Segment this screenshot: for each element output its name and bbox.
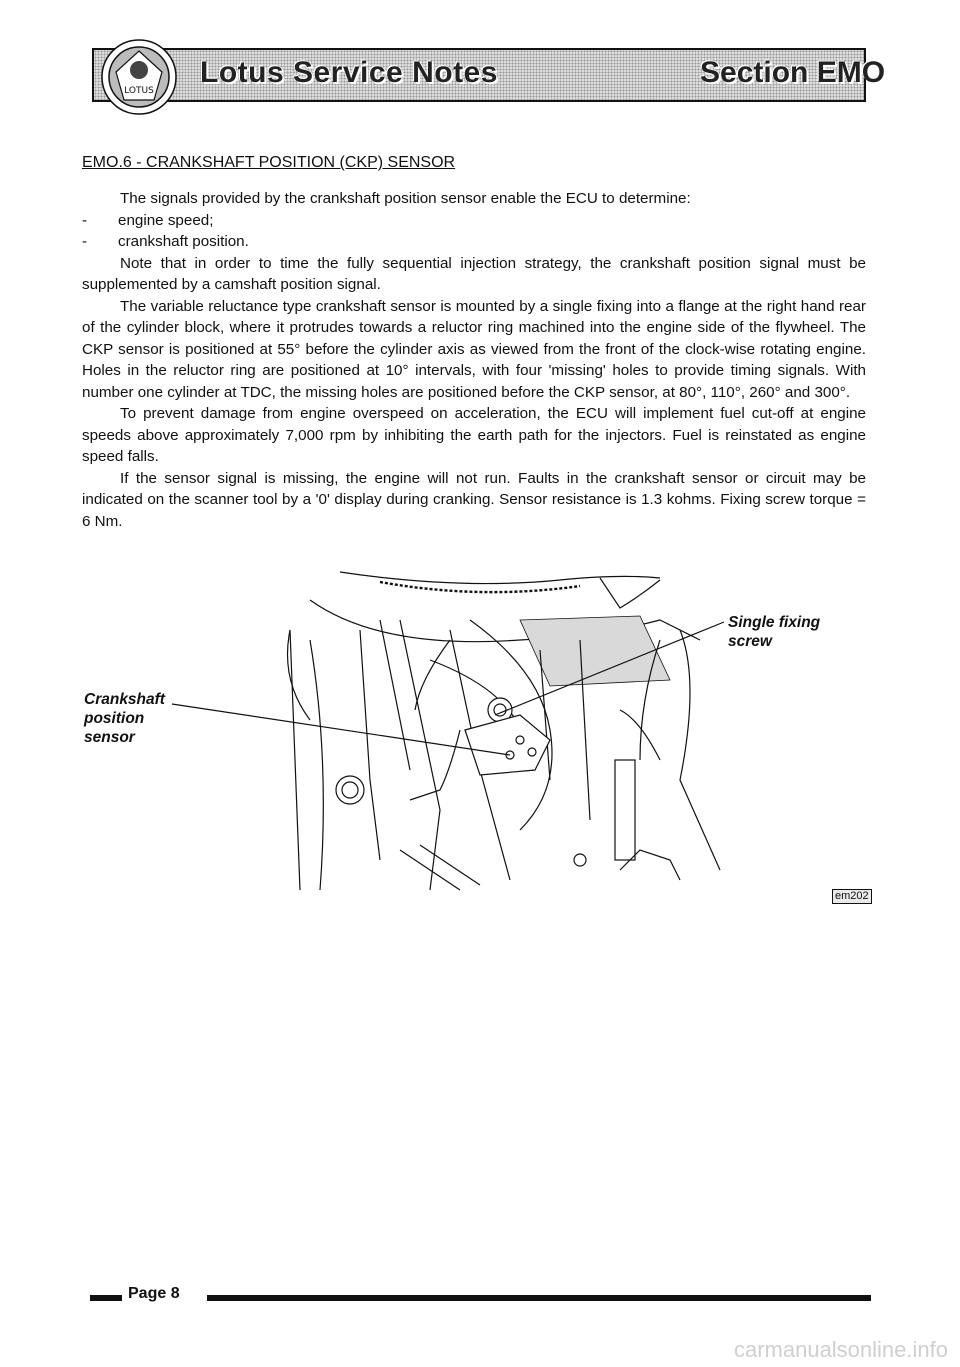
watermark: carmanualsonline.info xyxy=(733,1337,948,1362)
svg-text:LOTUS: LOTUS xyxy=(124,86,154,96)
paragraph-overspeed: To prevent damage from engine overspeed on acceleration, the ECU will implement fuel cut-off at engine speeds above approximately 7,000 rpm by inhibiting the earth path for the injectors. Fuel is reinstated as engine speed falls. xyxy=(82,405,866,465)
callout-crankshaft-position-sensor: Crankshaft position sensor xyxy=(84,691,165,746)
bullet-item xyxy=(82,210,866,232)
figure-code: em202 xyxy=(832,889,872,904)
bullet-item xyxy=(82,231,866,253)
bullet-text: crankshaft position. xyxy=(118,233,249,250)
paragraph-sensor-mounting: The variable reluctance type crankshaft sensor is mounted by a single fixing into a flange at the right hand rear of the cylinder block, where it protrudes towards a reluctor ring machined into the engine side of the flywheel. The CKP sensor is positioned at 55° before the cylinder axis as viewed from the front of the clock-wise rotating engine. Holes in the reluctor ring are positioned at 10° intervals, with four 'missing' holes to provide timing signals. With number one cylinder at TDC, the missing holes are positioned before the CKP sensor, at 80°, 110°, 260° and 300°. xyxy=(82,297,866,401)
section-heading: EMO.6 - CRANKSHAFT POSITION (CKP) SENSOR xyxy=(82,154,456,171)
paragraph-timing: Note that in order to time the fully sequential injection strategy, the crankshaft position signal must be supplemented by a camshaft position signal. xyxy=(82,254,866,293)
footer-left-bar xyxy=(90,1295,122,1301)
paragraph-faults: If the sensor signal is missing, the engine will not run. Faults in the crankshaft sensor or circuit may be indicated on the scanner tool by a '0' display during cranking. Sensor resistance is 1.3 kohms. Fixing screw torque = 6 Nm. xyxy=(82,469,866,530)
lotus-logo-icon xyxy=(100,38,178,116)
callout-single-fixing-screw: Single fixing screw xyxy=(728,614,821,650)
bullet-dash: - xyxy=(82,233,88,250)
footer-right-bar xyxy=(207,1295,871,1301)
body-text xyxy=(82,188,866,532)
header-title: Lotus Service Notes xyxy=(200,56,498,89)
header-section: Section EMO xyxy=(700,56,886,89)
bullet-dash: - xyxy=(82,211,88,229)
bullet-text: engine speed; xyxy=(118,211,214,229)
page-number: Page 8 xyxy=(128,1285,180,1302)
paragraph-intro: The signals provided by the crankshaft position sensor enable the ECU to determine: xyxy=(120,190,691,207)
